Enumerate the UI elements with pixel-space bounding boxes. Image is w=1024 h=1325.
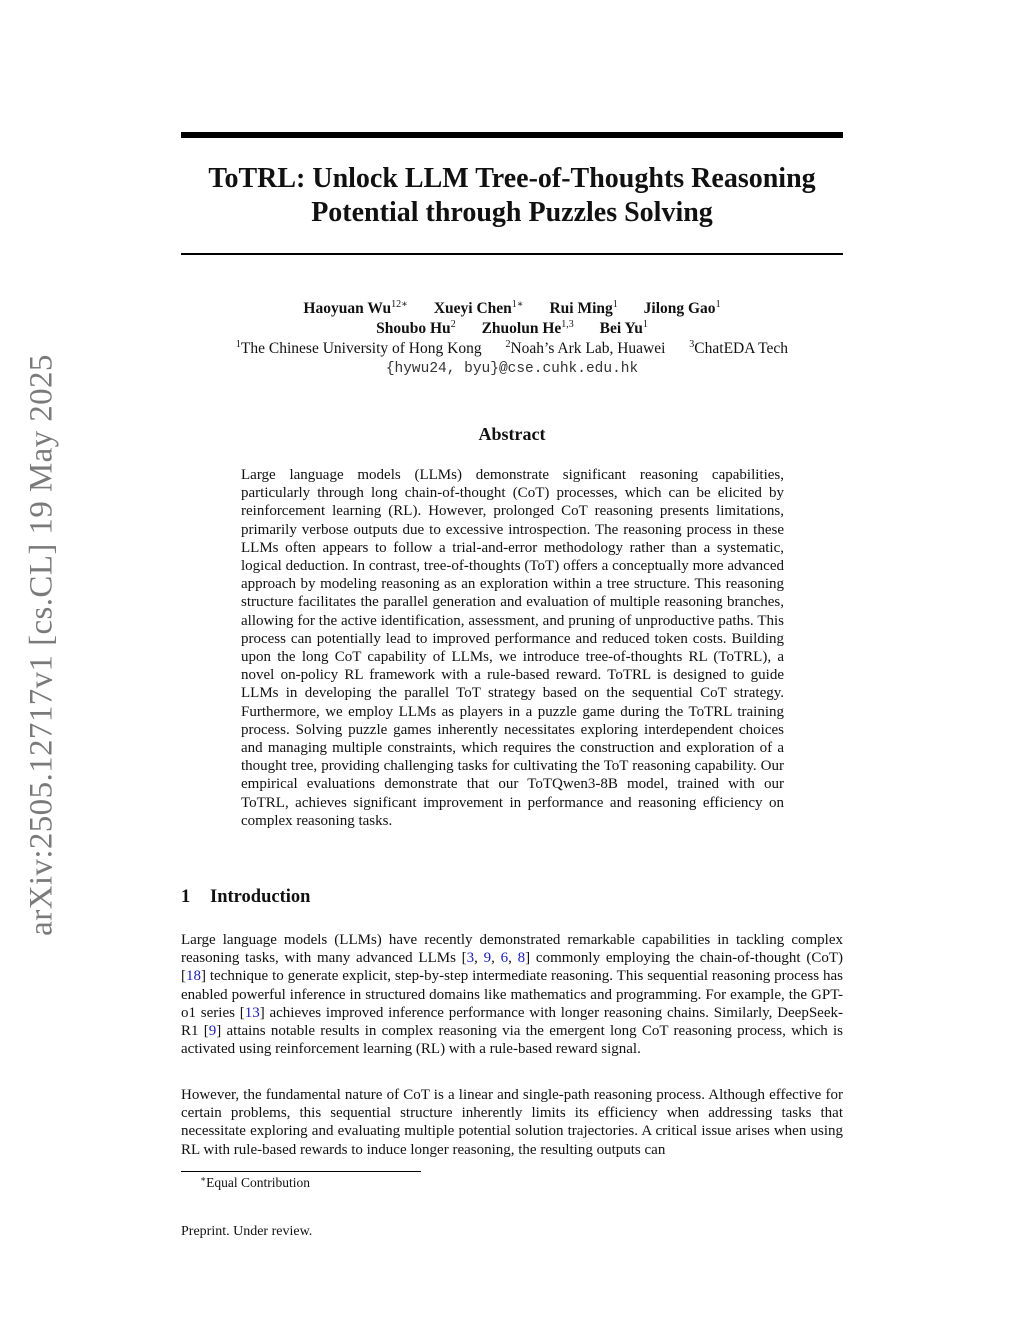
paper-title [181,162,843,230]
footnote-text: Equal Contribution [206,1175,310,1190]
author-line-1 [181,299,843,319]
citation-link[interactable]: 3 [466,950,475,967]
section-number: 1 [181,887,191,907]
affiliation: $^3$ChatEDA Tech [689,339,789,357]
author-block [181,299,843,379]
citation-link[interactable]: 13 [244,1004,260,1021]
affiliation: $^2$Noah’s Ark Lab, Huawei [505,339,666,357]
section-heading-introduction [181,887,310,908]
footnote-mark: ∗ [200,1174,207,1184]
author: Xueyi Chen$^{1∗}$ [433,299,524,317]
author: Haoyuan $Wu^{12∗}$ [303,299,408,317]
abstract-text: Large language models (LLMs) demonstrate significant reasoning capabilities, particularly through long chain-of-thought (CoT) processes, which can be elicited by reinforcement learning (RL). However, prolonged CoT reasoning presents limitations, primarily verbose outputs due to excessive introspection. The reasoning process in these LLMs often appears to follow a trial-and-error methodology rather than a systematic, logical deduction. In contrast, tree-of-thoughts (ToT) offers a conceptually more advanced approach by modeling reasoning as an exploration within a tree structure. This reasoning structure facilitates the parallel generation and evaluation of multiple reasoning branches, allowing for the active identification, assessment, and pruning of unproductive paths. This process can potentially lead to improved performance and reduced token costs. Building upon the long CoT capability of LLMs, we introduce tree-of-thoughts RL (ToTRL), a novel on-policy RL framework with a rule-based reward. ToTRL is designed to guide LLMs in developing the parallel ToT strategy based on the sequential CoT strategy. Furthermore, we employ LLMs as players in a puzzle game during the ToTRL training process. Solving puzzle games inherently necessitates exploring interdependent choices and managing multiple constraints, which requires the construction and exploration of a thought tree, providing challenging tasks for cultivating the ToT reasoning capability. Our empirical evaluations demonstrate that our ToTQwen3-8B model, trained with our ToTRL, achieves significant improvement in performance and reasoning efficiency on complex reasoning tasks. [241,467,784,829]
title-line-2: Potential through Puzzles Solving [311,197,713,228]
title-top-rule [181,132,843,138]
citation-link[interactable]: 9 [208,1023,217,1040]
section-title: Introduction [210,887,311,907]
intro-paragraph-1: Large language models (LLMs) have recently demonstrated remarkable capabilities in tackling complex reasoning tasks, with many advanced LLMs [3, 9, 6, 8] commonly employing the chain-of-thought (CoT) [18] technique to generate explicit, step-by-step intermediate reasoning. This sequential reasoning process has enabled powerful inference in structured domains like mathematics and programming. For example, the GPT-o1 series [13] achieves improved inference performance with longer reasoning chains. Similarly, DeepSeek-R1 [9] attains notable results in complex reasoning via the emergent long CoT reasoning process, which is activated using reinforcement learning (RL) with a rule-based reward signal. [181,932,844,1058]
arxiv-watermark: arXiv:2505.12717v1 [cs.CL] 19 May 2025 [23,354,60,936]
preprint-footer: Preprint. Under review. [181,1224,313,1239]
affiliation: $^1$The Chinese University of Hong Kong [235,339,482,357]
author: Bei Yu$^1$ [599,319,648,337]
citation-link[interactable]: 18 [186,968,201,985]
affiliations-line [181,339,843,359]
footnote [200,1175,310,1191]
footnote-rule [181,1171,421,1172]
citation-link[interactable]: 8 [517,950,526,967]
title-line-1: ToTRL: Unlock LLM Tree-of-Thoughts Reasoning [208,163,816,194]
author-line-2 [181,319,843,339]
title-bottom-rule [181,253,843,255]
author: Rui Ming$^1$ [549,299,618,317]
citation-link[interactable]: 9 [483,950,492,967]
author: Shoubo Hu$^2$ [376,319,456,337]
citation-link[interactable]: 6 [500,950,509,967]
abstract-heading: Abstract [478,424,546,444]
author: Zhuolun He$^{1,3}$ [481,319,574,337]
author: Jilong Gao$^1$ [643,299,721,317]
author-email: {hywu24, byu}@cse.cuhk.edu.hk [385,361,639,377]
intro-paragraph-2: However, the fundamental nature of CoT is a linear and single-path reasoning process. Although effective for certain problems, this sequential structure inherently limits its efficiency when addressing tasks that necessitate exploring and evaluating multiple potential solution trajectories. A critical issue arises when using RL with rule-based rewards to induce longer reasoning, the resulting outputs can [181,1087,843,1158]
